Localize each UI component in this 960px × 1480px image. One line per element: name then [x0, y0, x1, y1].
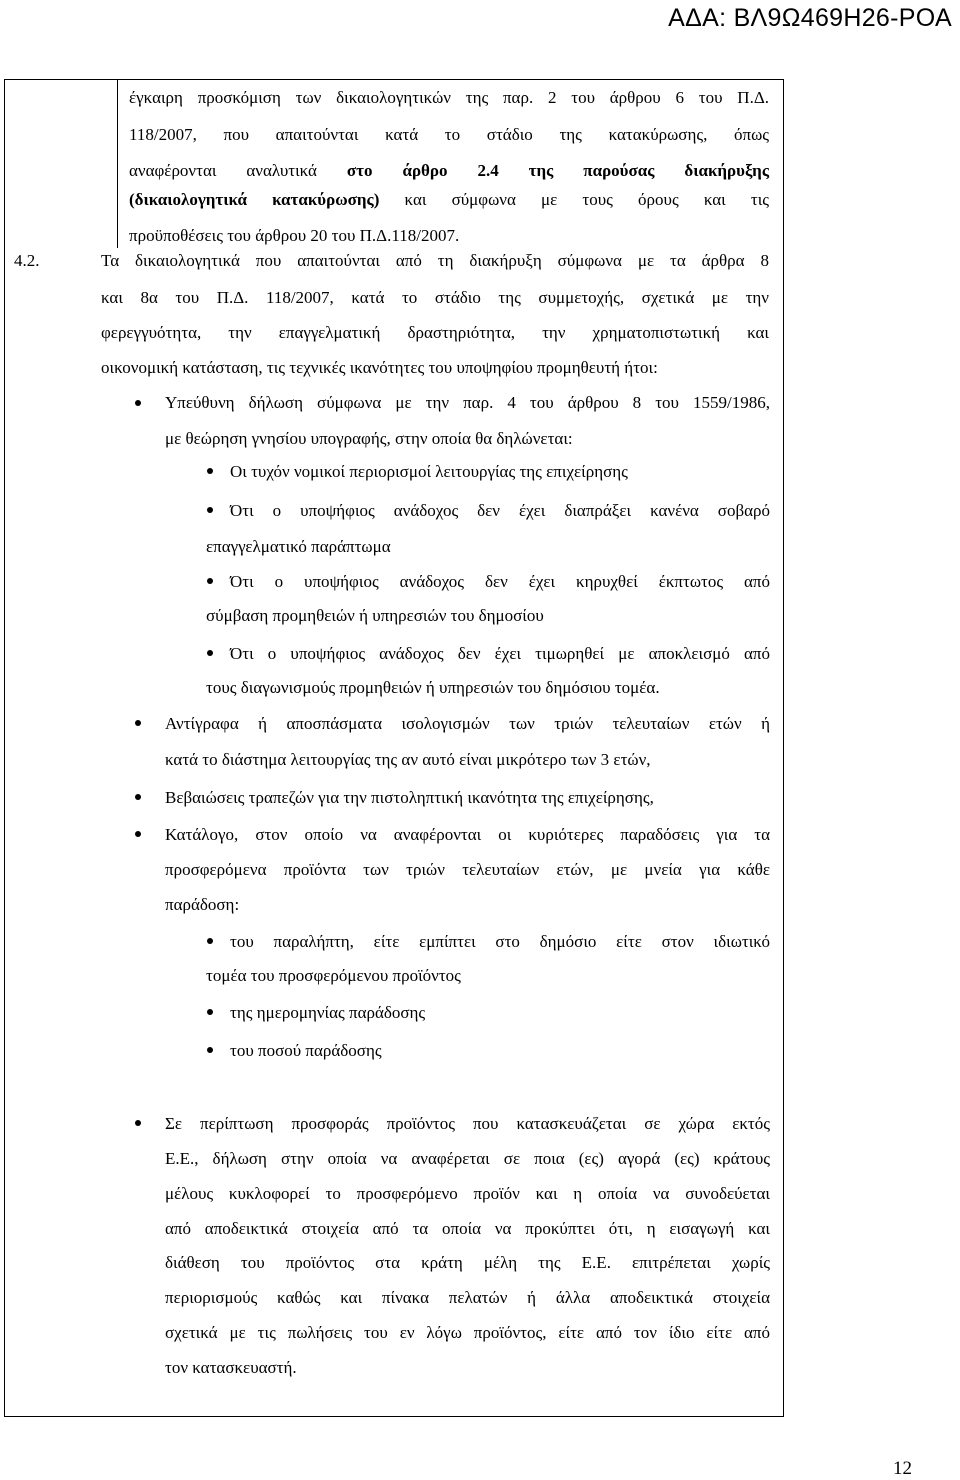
ada-code: ΑΔΑ: ΒΛ9Ω469Η26-ΡΟΑ [668, 4, 952, 32]
text-line: Υπεύθυνη δήλωση σύμφωνα με την παρ. 4 του άρθρου 8 του 1559/1986, [165, 393, 770, 412]
bullet-icon [135, 831, 141, 837]
text-line: οικονομική κατάσταση, τις τεχνικές ικανότητες του υποψηφίου προμηθευτή ήτοι: [101, 358, 658, 377]
text-line: τους διαγωνισμούς προμηθειών ή υπηρεσιών του δημόσιου τομέα. [206, 678, 660, 697]
bullet-icon [207, 468, 213, 474]
section-number: 4.2. [14, 251, 40, 270]
text-line: του παραλήπτη, είτε εμπίπτει στο δημόσιο είτε στον ιδιωτικό [230, 932, 770, 951]
text-line: προσφερόμενα προϊόντα των τριών τελευταίων ετών, με μνεία για κάθε [165, 860, 770, 879]
text-line: τον κατασκευαστή. [165, 1358, 297, 1377]
text-line [129, 190, 769, 210]
text-line: Ότι ο υποψήφιος ανάδοχος δεν έχει κηρυχθεί έκπτωτος από [230, 572, 770, 591]
table-divider [117, 79, 118, 248]
text-line: Σε περίπτωση προσφοράς προϊόντος που κατασκευάζεται σε χώρα εκτός [165, 1114, 770, 1133]
page-number: 12 [893, 1458, 912, 1479]
text-line: μέλους κυκλοφορεί το προσφερόμενο προϊόν και η οποία να συνοδεύεται [165, 1184, 770, 1203]
bullet-icon [135, 720, 141, 726]
text-line: Ότι ο υποψήφιος ανάδοχος δεν έχει τιμωρηθεί με αποκλεισμό από [230, 644, 770, 663]
table-frame [4, 79, 784, 1417]
text-line: Οι τυχόν νομικοί περιορισμοί λειτουργίας της επιχείρησης [230, 462, 628, 481]
text-line: Τα δικαιολογητικά που απαιτούνται από τη διακήρυξη σύμφωνα με τα άρθρα 8 [101, 251, 769, 270]
text-line: φερεγγυότητα, την επαγγελματική δραστηριότητα, την χρηματοπιστωτική και [101, 323, 769, 342]
text-line: προϋποθέσεις του άρθρου 20 του Π.Δ.118/2007. [129, 226, 460, 245]
bold-span: στο άρθρο 2.4 της παρούσας διακήρυξης [346, 161, 769, 180]
text-line: και 8α του Π.Δ. 118/2007, κατά το στάδιο της συμμετοχής, σχετικά με την [101, 288, 769, 307]
text-line: Αντίγραφα ή αποσπάσματα ισολογισμών των τριών τελευταίων ετών ή [165, 714, 770, 733]
text-line: κατά το διάστημα λειτουργίας της αν αυτό είναι μικρότερο των 3 ετών, [165, 750, 651, 769]
bold-span: (δικαιολογητικά κατακύρωσης) [129, 190, 380, 209]
text-line: επαγγελματικό παράπτωμα [206, 537, 391, 556]
text-line: με θεώρηση γνησίου υπογραφής, στην οποία θα δηλώνεται: [165, 429, 573, 448]
text-line: Κατάλογο, στον οποίο να αναφέρονται οι κυριότερες παραδόσεις για τα [165, 825, 770, 844]
bullet-icon [207, 578, 213, 584]
text-line: περιορισμούς καθώς και πίνακα πελατών ή άλλα αποδεικτικά στοιχεία [165, 1288, 770, 1307]
bullet-icon [135, 400, 141, 406]
text-line: παράδοση: [165, 895, 240, 914]
bullet-icon [207, 650, 213, 656]
text-line: σύμβαση προμηθειών ή υπηρεσιών του δημοσίου [206, 606, 544, 625]
text-line: διάθεση του προϊόντος στα κράτη μέλη της Ε.Ε. επιτρέπεται χωρίς [165, 1253, 770, 1272]
text-line: 118/2007, που απαιτούνται κατά το στάδιο της κατακύρωσης, όπως [129, 125, 769, 144]
text-line: Ότι ο υποψήφιος ανάδοχος δεν έχει διαπράξει κανένα σοβαρό [230, 501, 770, 520]
text-line: τομέα του προσφερόμενου προϊόντος [206, 966, 461, 985]
bullet-icon [135, 794, 141, 800]
bullet-icon [207, 1047, 213, 1053]
text-line: Βεβαιώσεις τραπεζών για την πιστοληπτική ικανότητα της επιχείρησης, [165, 788, 654, 807]
text-line: του ποσού παράδοσης [230, 1041, 382, 1060]
text-line: έγκαιρη προσκόμιση των δικαιολογητικών της παρ. 2 του άρθρου 6 του Π.Δ. [129, 88, 769, 107]
bullet-icon [207, 938, 213, 944]
text-line [129, 161, 769, 181]
text-span: αναφέρονται αναλυτικά [129, 161, 317, 180]
text-line: από αποδεικτικά στοιχεία από τα οποία να προκύπτει ότι, η εισαγωγή και [165, 1219, 770, 1238]
bullet-icon [135, 1120, 141, 1126]
text-line: σχετικά με τις πωλήσεις του εν λόγω προϊόντος, είτε από τον ίδιο είτε από [165, 1323, 770, 1342]
bullet-icon [207, 507, 213, 513]
text-line: Ε.Ε., δήλωση στην οποία να αναφέρεται σε ποια (ες) αγορά (ες) κράτους [165, 1149, 770, 1168]
text-span: και σύμφωνα με τους όρους και τις [404, 190, 770, 209]
text-line: της ημερομηνίας παράδοσης [230, 1003, 426, 1022]
bullet-icon [207, 1009, 213, 1015]
